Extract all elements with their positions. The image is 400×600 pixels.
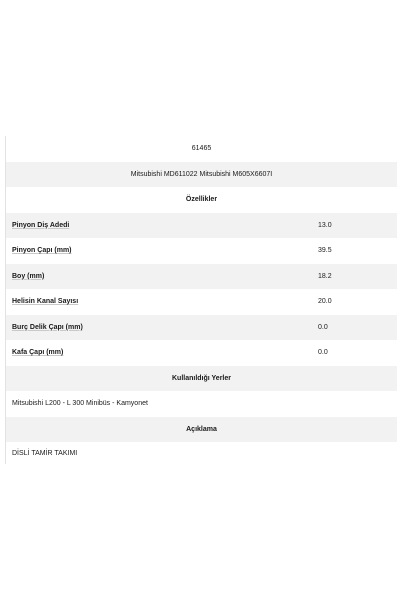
feature-label: Boy (mm) bbox=[12, 272, 45, 280]
feature-label: Pinyon Diş Adedi bbox=[12, 221, 70, 229]
description-text: DİSLİ TAMİR TAKIMI bbox=[12, 449, 78, 457]
usage-heading: Kullanıldığı Yerler bbox=[171, 374, 231, 382]
oem-references: Mitsubishi MD611022 Mitsubishi M605X6607I bbox=[130, 170, 273, 178]
product-code: 61465 bbox=[191, 145, 212, 153]
usage-text-row bbox=[6, 391, 397, 417]
features-heading-row bbox=[6, 187, 397, 213]
oem-refs-row bbox=[6, 162, 397, 188]
feature-row bbox=[6, 264, 397, 290]
feature-row bbox=[6, 340, 397, 366]
description-heading: Açıklama bbox=[186, 425, 217, 433]
description-heading-row bbox=[6, 417, 397, 443]
feature-value: 13.0 bbox=[318, 221, 332, 229]
product-spec-table bbox=[5, 136, 397, 464]
usage-heading-row bbox=[6, 366, 397, 392]
usage-text: Mitsubishi L200 - L 300 Minibüs - Kamyonet bbox=[12, 400, 148, 408]
feature-row bbox=[6, 315, 397, 341]
feature-label: Helisin Kanal Sayısı bbox=[12, 298, 79, 306]
feature-row bbox=[6, 213, 397, 239]
features-heading: Özellikler bbox=[185, 196, 218, 204]
feature-label: Burç Delik Çapı (mm) bbox=[12, 323, 83, 331]
feature-value: 20.0 bbox=[318, 298, 332, 306]
feature-value: 18.2 bbox=[318, 272, 332, 280]
feature-row bbox=[6, 289, 397, 315]
feature-row bbox=[6, 238, 397, 264]
feature-label: Pinyon Çapı (mm) bbox=[12, 247, 72, 255]
feature-value: 0.0 bbox=[318, 349, 328, 357]
feature-label: Kafa Çapı (mm) bbox=[12, 349, 64, 357]
feature-value: 39.5 bbox=[318, 247, 332, 255]
description-text-row bbox=[6, 442, 397, 464]
product-code-row bbox=[6, 136, 397, 162]
feature-value: 0.0 bbox=[318, 323, 328, 331]
